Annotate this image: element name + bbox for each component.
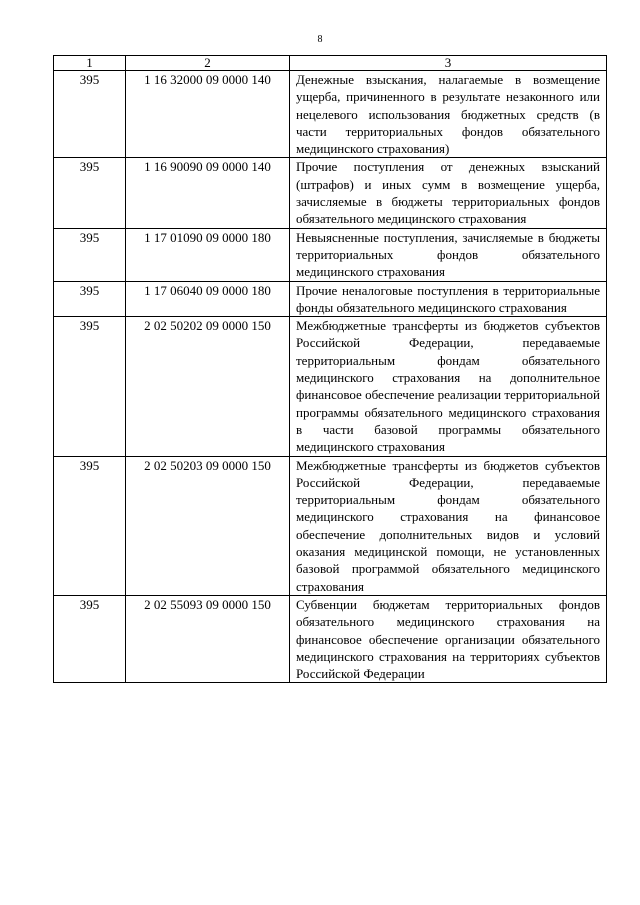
admin-code-cell: 395 [54, 281, 126, 317]
description-cell: Денежные взыскания, налагаемые в возмещение ущерба, причиненного в результате незаконного или нецелевого использования бюджетных средств (в части территориальных фондов обязательного медицинского страхования) [290, 71, 607, 158]
revenue-code-cell: 1 16 32000 09 0000 140 [126, 71, 290, 158]
revenue-code-cell: 1 17 06040 09 0000 180 [126, 281, 290, 317]
description-cell: Невыясненные поступления, зачисляемые в бюджеты территориальных фондов обязательного медицинского страхования [290, 228, 607, 281]
table-row [54, 228, 607, 281]
admin-code-cell: 395 [54, 456, 126, 595]
admin-code-cell: 395 [54, 595, 126, 682]
admin-code-cell: 395 [54, 158, 126, 228]
table-row [54, 317, 607, 456]
revenue-code-cell: 2 02 50202 09 0000 150 [126, 317, 290, 456]
revenue-code-cell: 2 02 50203 09 0000 150 [126, 456, 290, 595]
column-header-2: 2 [126, 56, 290, 71]
revenue-code-cell: 2 02 55093 09 0000 150 [126, 595, 290, 682]
revenue-codes-table [53, 55, 607, 683]
page-number: 8 [317, 34, 323, 45]
table-row [54, 71, 607, 158]
description-cell: Межбюджетные трансферты из бюджетов субъектов Российской Федерации, передаваемые территориальным фондам обязательного медицинского страхования на финансовое обеспечение дополнительных видов и условий оказания медицинской помощи, не установленных базовой программой обязательного медицинского страхования [290, 456, 607, 595]
description-cell: Субвенции бюджетам территориальных фондов обязательного медицинского страхования на финансовое обеспечение организации обязательного медицинского страхования на территориях субъектов Российской Федерации [290, 595, 607, 682]
admin-code-cell: 395 [54, 317, 126, 456]
description-cell: Прочие неналоговые поступления в территориальные фонды обязательного медицинского страхования [290, 281, 607, 317]
table-row [54, 158, 607, 228]
revenue-code-cell: 1 16 90090 09 0000 140 [126, 158, 290, 228]
table-header-row [54, 56, 607, 71]
admin-code-cell: 395 [54, 228, 126, 281]
table-row [54, 281, 607, 317]
column-header-1: 1 [54, 56, 126, 71]
admin-code-cell: 395 [54, 71, 126, 158]
table-row [54, 595, 607, 682]
description-cell: Межбюджетные трансферты из бюджетов субъектов Российской Федерации, передаваемые территориальным фондам обязательного медицинского страхования на дополнительное финансовое обеспечение реализации территориальной программы обязательного медицинского страхования в части базовой программы обязательного медицинского страхования [290, 317, 607, 456]
revenue-code-cell: 1 17 01090 09 0000 180 [126, 228, 290, 281]
table-row [54, 456, 607, 595]
column-header-3: 3 [290, 56, 607, 71]
description-cell: Прочие поступления от денежных взысканий (штрафов) и иных сумм в возмещение ущерба, зачисляемые в бюджеты территориальных фондов обязательного медицинского страхования [290, 158, 607, 228]
